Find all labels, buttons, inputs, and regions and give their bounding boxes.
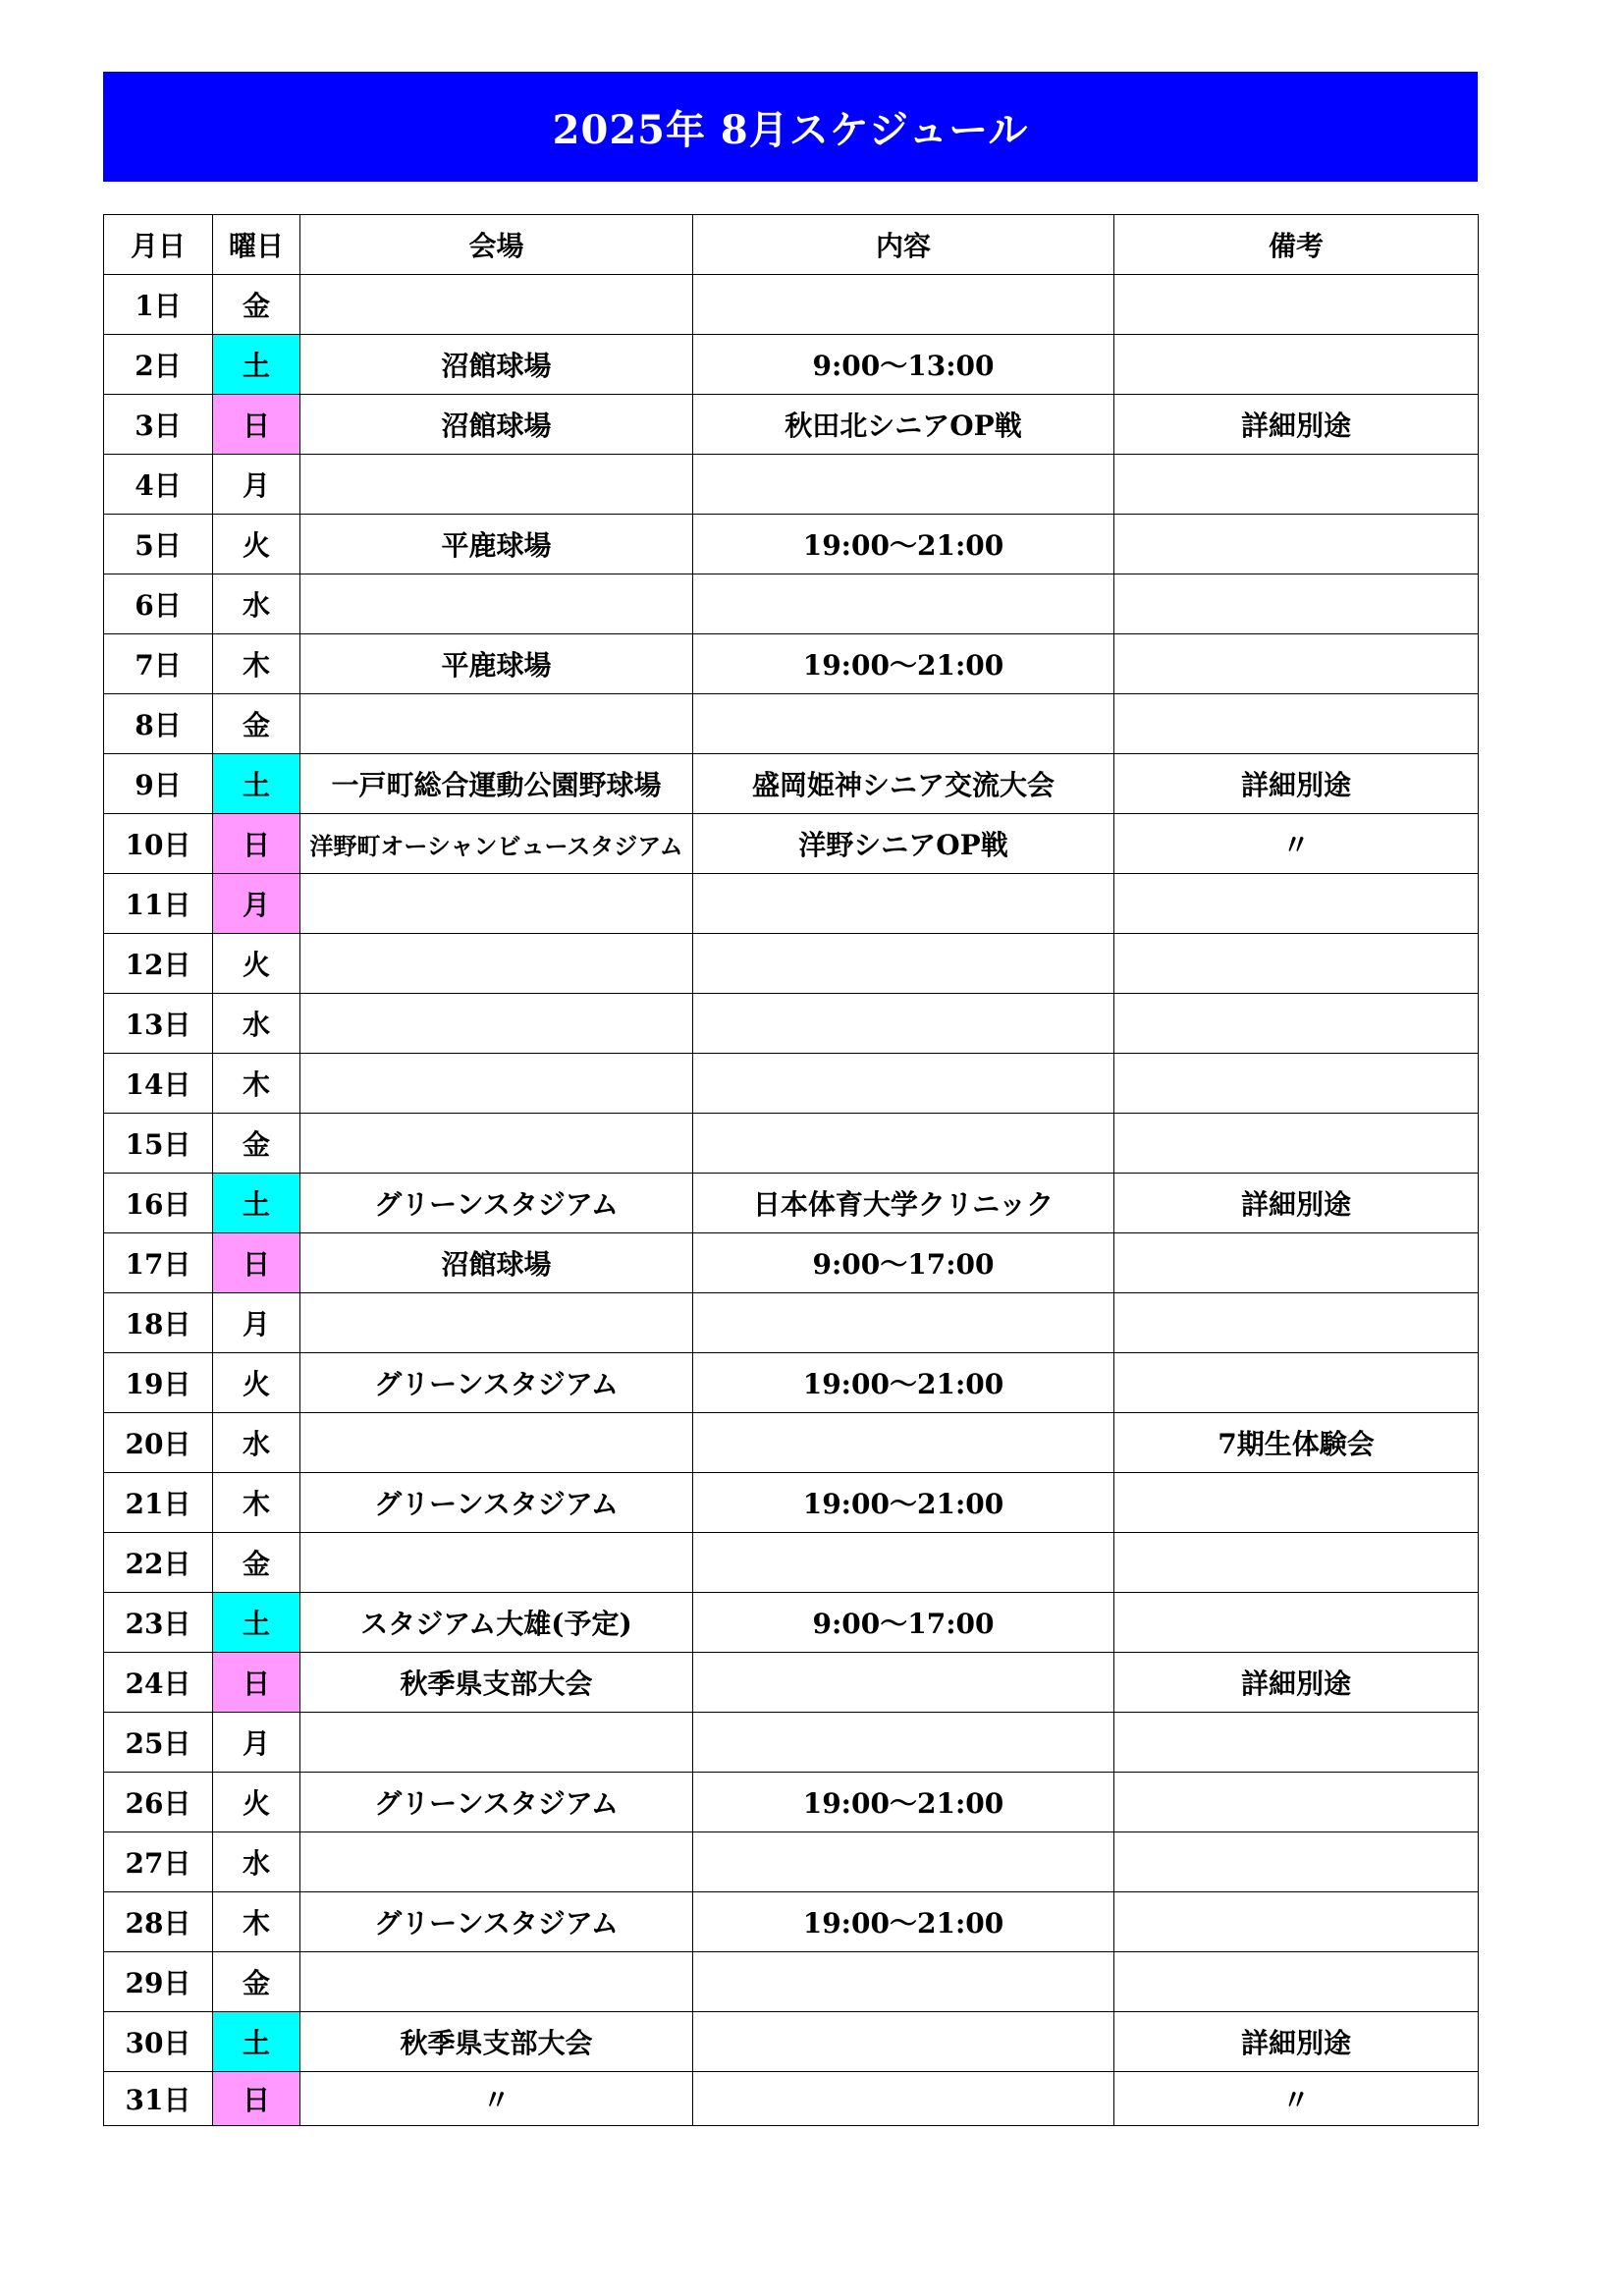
cell-date: 28日 — [104, 1892, 213, 1952]
cell-notes — [1114, 694, 1479, 754]
cell-venue: グリーンスタジアム — [300, 1892, 693, 1952]
cell-venue — [300, 1293, 693, 1353]
table-row — [104, 1413, 1479, 1473]
cell-date: 18日 — [104, 1293, 213, 1353]
cell-notes — [1114, 455, 1479, 515]
header-venue: 会場 — [300, 215, 693, 275]
cell-venue — [300, 1713, 693, 1773]
cell-content: 秋田北シニアOP戦 — [693, 395, 1114, 455]
cell-venue — [300, 1533, 693, 1593]
cell-content: 19:00～21:00 — [693, 1473, 1114, 1533]
cell-notes — [1114, 1713, 1479, 1773]
cell-notes — [1114, 1593, 1479, 1653]
cell-date: 2日 — [104, 335, 213, 395]
cell-date: 25日 — [104, 1713, 213, 1773]
table-row — [104, 1114, 1479, 1174]
cell-date: 13日 — [104, 994, 213, 1054]
table-row — [104, 694, 1479, 754]
cell-venue — [300, 574, 693, 634]
cell-venue: 沼館球場 — [300, 1233, 693, 1293]
cell-date: 24日 — [104, 1653, 213, 1713]
table-row — [104, 634, 1479, 694]
cell-weekday: 月 — [213, 1293, 300, 1353]
cell-notes: 詳細別途 — [1114, 395, 1479, 455]
cell-venue: 秋季県支部大会 — [300, 2012, 693, 2072]
cell-weekday: 金 — [213, 694, 300, 754]
cell-notes — [1114, 1773, 1479, 1832]
cell-date: 11日 — [104, 874, 213, 934]
cell-content: 19:00～21:00 — [693, 634, 1114, 694]
table-row — [104, 1713, 1479, 1773]
table-row — [104, 1593, 1479, 1653]
table-row — [104, 1174, 1479, 1233]
cell-weekday: 月 — [213, 874, 300, 934]
cell-content: 9:00～17:00 — [693, 1593, 1114, 1653]
cell-weekday: 火 — [213, 934, 300, 994]
cell-venue — [300, 1952, 693, 2012]
cell-venue: 一戸町総合運動公園野球場 — [300, 754, 693, 814]
table-row — [104, 1353, 1479, 1413]
cell-date: 6日 — [104, 574, 213, 634]
cell-notes: 〃 — [1114, 2072, 1479, 2126]
table-row — [104, 994, 1479, 1054]
cell-venue: グリーンスタジアム — [300, 1473, 693, 1533]
cell-venue — [300, 934, 693, 994]
cell-content: 9:00～13:00 — [693, 335, 1114, 395]
cell-content: 日本体育大学クリニック — [693, 1174, 1114, 1233]
table-row — [104, 574, 1479, 634]
cell-date: 22日 — [104, 1533, 213, 1593]
cell-date: 14日 — [104, 1054, 213, 1114]
cell-notes — [1114, 1233, 1479, 1293]
cell-date: 8日 — [104, 694, 213, 754]
cell-weekday: 木 — [213, 1054, 300, 1114]
cell-weekday: 火 — [213, 515, 300, 574]
cell-weekday: 日 — [213, 395, 300, 455]
cell-content — [693, 455, 1114, 515]
cell-date: 5日 — [104, 515, 213, 574]
header-notes: 備考 — [1114, 215, 1479, 275]
table-row — [104, 754, 1479, 814]
table-row — [104, 1773, 1479, 1832]
cell-weekday: 金 — [213, 275, 300, 335]
cell-weekday: 日 — [213, 1233, 300, 1293]
cell-notes — [1114, 275, 1479, 335]
cell-weekday: 木 — [213, 1892, 300, 1952]
table-row — [104, 874, 1479, 934]
cell-date: 26日 — [104, 1773, 213, 1832]
cell-venue: グリーンスタジアム — [300, 1353, 693, 1413]
cell-content — [693, 1533, 1114, 1593]
cell-date: 17日 — [104, 1233, 213, 1293]
cell-weekday: 水 — [213, 1832, 300, 1892]
cell-content — [693, 2012, 1114, 2072]
cell-notes — [1114, 1114, 1479, 1174]
cell-weekday: 火 — [213, 1773, 300, 1832]
table-row — [104, 1293, 1479, 1353]
cell-notes — [1114, 574, 1479, 634]
header-row — [104, 215, 1479, 275]
table-row — [104, 515, 1479, 574]
cell-notes — [1114, 335, 1479, 395]
table-row — [104, 2012, 1479, 2072]
cell-venue — [300, 874, 693, 934]
cell-notes — [1114, 1293, 1479, 1353]
cell-weekday: 木 — [213, 634, 300, 694]
cell-venue — [300, 1413, 693, 1473]
cell-notes — [1114, 1832, 1479, 1892]
cell-notes: 詳細別途 — [1114, 754, 1479, 814]
cell-date: 9日 — [104, 754, 213, 814]
cell-content: 19:00～21:00 — [693, 1773, 1114, 1832]
cell-notes: 7期生体験会 — [1114, 1413, 1479, 1473]
cell-weekday: 土 — [213, 1174, 300, 1233]
cell-date: 23日 — [104, 1593, 213, 1653]
cell-date: 20日 — [104, 1413, 213, 1473]
cell-weekday: 木 — [213, 1473, 300, 1533]
cell-date: 4日 — [104, 455, 213, 515]
cell-date: 1日 — [104, 275, 213, 335]
cell-content: 19:00～21:00 — [693, 515, 1114, 574]
cell-notes: 詳細別途 — [1114, 1174, 1479, 1233]
table-row — [104, 814, 1479, 874]
cell-date: 3日 — [104, 395, 213, 455]
cell-venue — [300, 1054, 693, 1114]
cell-weekday: 水 — [213, 994, 300, 1054]
cell-notes: 詳細別途 — [1114, 1653, 1479, 1713]
cell-notes — [1114, 994, 1479, 1054]
cell-weekday: 火 — [213, 1353, 300, 1413]
cell-notes — [1114, 515, 1479, 574]
cell-venue — [300, 694, 693, 754]
cell-weekday: 水 — [213, 1413, 300, 1473]
table-row — [104, 2072, 1479, 2126]
cell-content — [693, 934, 1114, 994]
table-row — [104, 455, 1479, 515]
table-row — [104, 1533, 1479, 1593]
cell-content — [693, 1293, 1114, 1353]
header-date: 月日 — [104, 215, 213, 275]
cell-date: 19日 — [104, 1353, 213, 1413]
cell-weekday: 月 — [213, 1713, 300, 1773]
cell-weekday: 金 — [213, 1114, 300, 1174]
cell-notes: 詳細別途 — [1114, 2012, 1479, 2072]
cell-venue: 沼館球場 — [300, 335, 693, 395]
cell-weekday: 土 — [213, 754, 300, 814]
cell-content — [693, 275, 1114, 335]
cell-venue — [300, 275, 693, 335]
cell-venue — [300, 1832, 693, 1892]
cell-content: 盛岡姫神シニア交流大会 — [693, 754, 1114, 814]
cell-weekday: 土 — [213, 1593, 300, 1653]
cell-date: 10日 — [104, 814, 213, 874]
header-content: 内容 — [693, 215, 1114, 275]
cell-weekday: 日 — [213, 814, 300, 874]
cell-content — [693, 694, 1114, 754]
table-row — [104, 1054, 1479, 1114]
cell-venue: 平鹿球場 — [300, 634, 693, 694]
cell-weekday: 月 — [213, 455, 300, 515]
cell-content: 洋野シニアOP戦 — [693, 814, 1114, 874]
cell-content — [693, 1054, 1114, 1114]
cell-notes — [1114, 1473, 1479, 1533]
header-weekday: 曜日 — [213, 215, 300, 275]
cell-notes — [1114, 634, 1479, 694]
cell-date: 29日 — [104, 1952, 213, 2012]
cell-notes: 〃 — [1114, 814, 1479, 874]
cell-venue — [300, 1114, 693, 1174]
table-row — [104, 1233, 1479, 1293]
cell-content: 19:00～21:00 — [693, 1353, 1114, 1413]
cell-weekday: 金 — [213, 1533, 300, 1593]
cell-weekday: 土 — [213, 335, 300, 395]
cell-notes — [1114, 1892, 1479, 1952]
cell-weekday: 金 — [213, 1952, 300, 2012]
table-row — [104, 335, 1479, 395]
cell-date: 7日 — [104, 634, 213, 694]
table-row — [104, 934, 1479, 994]
cell-content — [693, 2072, 1114, 2126]
cell-content — [693, 1952, 1114, 2012]
cell-content: 9:00～17:00 — [693, 1233, 1114, 1293]
table-row — [104, 1892, 1479, 1952]
cell-venue — [300, 455, 693, 515]
cell-content — [693, 874, 1114, 934]
cell-venue: 平鹿球場 — [300, 515, 693, 574]
cell-venue: グリーンスタジアム — [300, 1174, 693, 1233]
cell-venue: 洋野町オーシャンビュースタジアム — [300, 814, 693, 874]
cell-date: 31日 — [104, 2072, 213, 2126]
table-row — [104, 275, 1479, 335]
cell-notes — [1114, 1533, 1479, 1593]
cell-date: 15日 — [104, 1114, 213, 1174]
cell-weekday: 水 — [213, 574, 300, 634]
cell-content — [693, 1653, 1114, 1713]
cell-content: 19:00～21:00 — [693, 1892, 1114, 1952]
cell-notes — [1114, 934, 1479, 994]
cell-content — [693, 1413, 1114, 1473]
cell-venue: 〃 — [300, 2072, 693, 2126]
cell-notes — [1114, 1054, 1479, 1114]
cell-notes — [1114, 874, 1479, 934]
cell-venue: スタジアム大雄(予定) — [300, 1593, 693, 1653]
cell-venue: 秋季県支部大会 — [300, 1653, 693, 1713]
cell-venue — [300, 994, 693, 1054]
table-row — [104, 1653, 1479, 1713]
page-title: 2025年 8月スケジュール — [552, 106, 1029, 153]
cell-notes — [1114, 1952, 1479, 2012]
cell-content — [693, 1713, 1114, 1773]
schedule-body — [104, 275, 1479, 2126]
cell-weekday: 日 — [213, 1653, 300, 1713]
table-row — [104, 1832, 1479, 1892]
cell-content — [693, 574, 1114, 634]
table-row — [104, 1473, 1479, 1533]
cell-date: 21日 — [104, 1473, 213, 1533]
cell-date: 12日 — [104, 934, 213, 994]
title-banner — [103, 72, 1478, 182]
table-row — [104, 1952, 1479, 2012]
cell-date: 27日 — [104, 1832, 213, 1892]
cell-venue: グリーンスタジアム — [300, 1773, 693, 1832]
cell-notes — [1114, 1353, 1479, 1413]
cell-content — [693, 1114, 1114, 1174]
table-row — [104, 395, 1479, 455]
cell-date: 30日 — [104, 2012, 213, 2072]
schedule-table — [103, 214, 1479, 2126]
cell-venue: 沼館球場 — [300, 395, 693, 455]
cell-weekday: 日 — [213, 2072, 300, 2126]
cell-weekday: 土 — [213, 2012, 300, 2072]
cell-date: 16日 — [104, 1174, 213, 1233]
cell-content — [693, 1832, 1114, 1892]
cell-content — [693, 994, 1114, 1054]
